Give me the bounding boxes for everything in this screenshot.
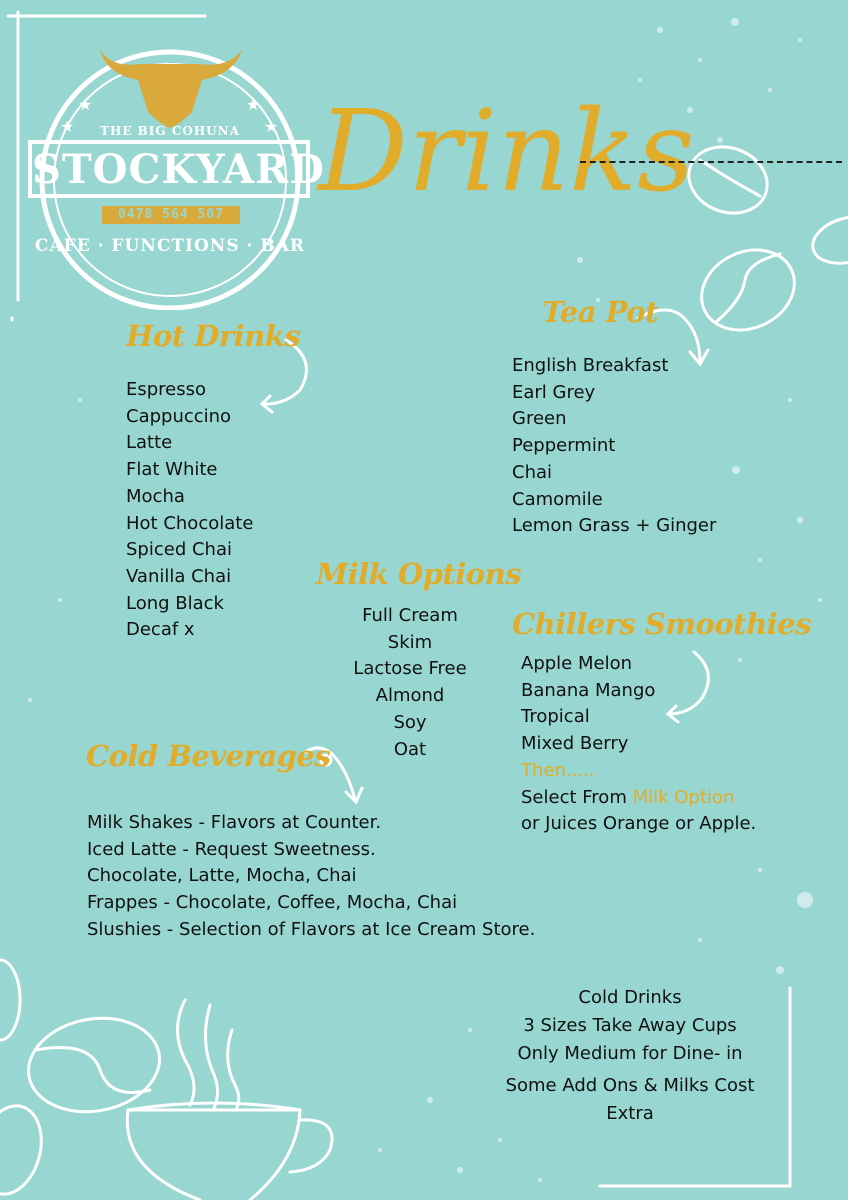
- note-line: Some Add Ons & Milks Cost: [505, 1075, 755, 1096]
- menu-item: Slushies - Selection of Flavors at Ice Cream Store.: [87, 918, 536, 940]
- menu-item: Soy: [393, 711, 427, 733]
- tea-pot-list: [512, 353, 716, 540]
- menu-item: Oat: [393, 738, 427, 760]
- chillers-item: Tropical: [521, 706, 590, 728]
- chillers-juices: or Juices Orange or Apple.: [521, 813, 757, 835]
- note-line: 3 Sizes Take Away Cups: [523, 1015, 737, 1036]
- menu-item: Green: [512, 408, 567, 430]
- menu-item: Spiced Chai: [126, 539, 232, 561]
- menu-item: Almond: [375, 685, 445, 707]
- chillers-item: Mixed Berry: [521, 733, 629, 755]
- chillers-select-line: [521, 785, 756, 812]
- milk-option-highlight: Milk Option: [632, 786, 735, 808]
- menu-item: Skim: [387, 631, 433, 653]
- menu-item: Lactose Free: [353, 658, 467, 680]
- menu-item: Flat White: [126, 459, 218, 481]
- menu-item: Decaf x: [126, 619, 195, 641]
- menu-item: Cappuccino: [126, 405, 232, 427]
- logo-name: STOCKYARD: [32, 146, 325, 193]
- logo-tagline: CAFE · FUNCTIONS · BAR: [34, 236, 306, 256]
- hot-drinks-list: [126, 377, 253, 644]
- milk-options-heading: Milk Options: [316, 557, 522, 591]
- menu-item: Latte: [126, 432, 173, 454]
- chillers-list: [521, 651, 756, 838]
- menu-item: Milk Shakes - Flavors at Counter.: [87, 812, 382, 833]
- cold-beverages-list: [87, 810, 535, 944]
- chillers-item: Apple Melon: [521, 653, 632, 674]
- svg-text:★: ★: [78, 95, 93, 114]
- logo-name-box: [28, 140, 325, 198]
- menu-item: Espresso: [126, 379, 207, 400]
- menu-item: Iced Latte - Request Sweetness.: [87, 838, 376, 860]
- menu-item: Hot Chocolate: [126, 512, 254, 534]
- menu-item: Mocha: [126, 485, 185, 507]
- menu-item: Full Cream: [362, 605, 458, 626]
- logo-subtitle: THE BIG COHUNA: [100, 124, 240, 138]
- chillers-item: Banana Mango: [521, 679, 656, 701]
- menu-item: Earl Grey: [512, 381, 596, 403]
- select-from-text: Select From: [521, 786, 633, 808]
- menu-item: Long Black: [126, 592, 224, 614]
- milk-options-list: [330, 603, 490, 763]
- hot-drinks-heading: Hot Drinks: [126, 319, 301, 353]
- svg-text:★: ★: [246, 95, 261, 114]
- menu-item: Camomile: [512, 488, 603, 510]
- stockyard-logo: [20, 40, 325, 310]
- title-dashed-line: [580, 161, 842, 163]
- svg-text:★: ★: [60, 117, 75, 136]
- note-line: Only Medium for Dine- in: [517, 1043, 743, 1064]
- chillers-then: Then.....: [521, 759, 595, 781]
- cold-beverages-heading: Cold Beverages: [86, 739, 331, 773]
- logo-phone: 0478 564 507: [102, 206, 240, 224]
- note-line: Cold Drinks: [578, 987, 682, 1008]
- menu-item: Chocolate, Latte, Mocha, Chai: [87, 865, 357, 887]
- menu-item: Frappes - Chocolate, Coffee, Mocha, Chai: [87, 892, 458, 914]
- tea-pot-heading: Tea Pot: [542, 295, 658, 329]
- page-title: Drinks: [318, 87, 695, 217]
- note-line: Extra: [606, 1103, 654, 1124]
- cold-drinks-note: [480, 984, 780, 1128]
- menu-item: Chai: [512, 461, 553, 483]
- menu-item: Peppermint: [512, 435, 616, 457]
- menu-item: Vanilla Chai: [126, 565, 232, 587]
- menu-item: Lemon Grass + Ginger: [512, 515, 717, 537]
- chillers-smoothies-heading: Chillers Smoothies: [512, 607, 811, 641]
- menu-item: English Breakfast: [512, 355, 669, 376]
- svg-text:★: ★: [264, 117, 279, 136]
- coffee-cup-icon: [127, 1000, 332, 1200]
